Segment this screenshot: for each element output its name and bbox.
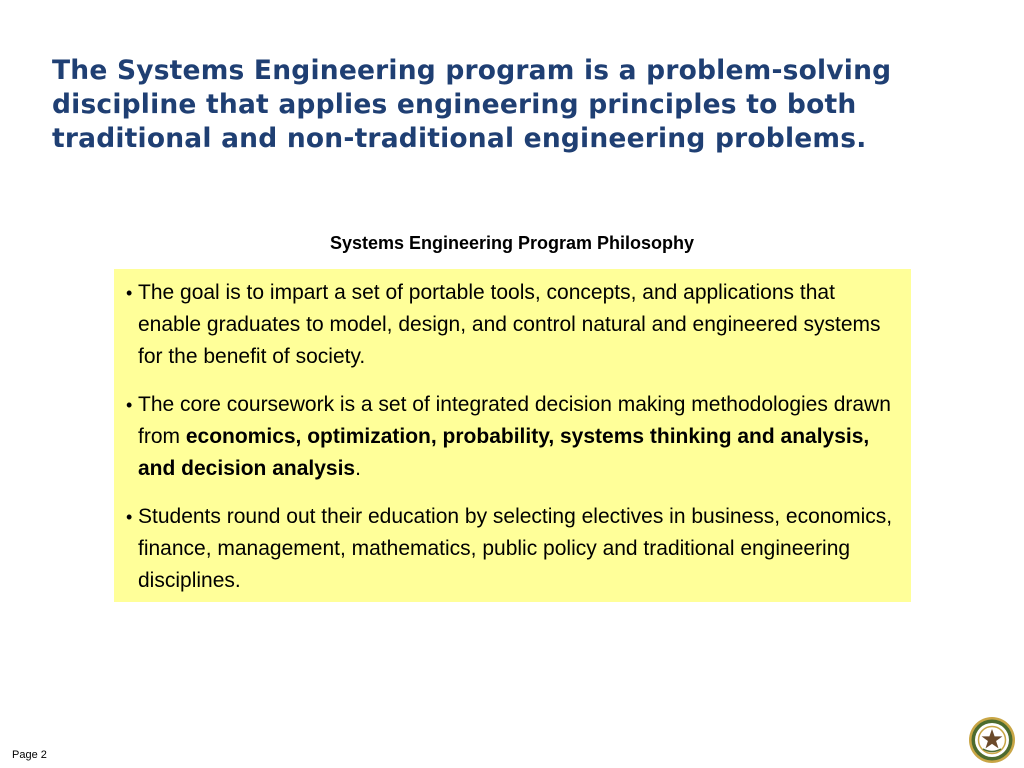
bullet-icon: • bbox=[126, 395, 133, 415]
philosophy-box bbox=[114, 269, 911, 602]
bullet-item-electives bbox=[126, 501, 903, 597]
bullet-text-bold: economics, optimization, probability, systems thinking and analysis, and decision analysis bbox=[138, 425, 870, 480]
bullet-icon: • bbox=[126, 507, 133, 527]
slide-title: The Systems Engineering program is a problem-solving discipline that applies engineering principles to both traditional and non-traditional engineering problems. bbox=[52, 55, 892, 154]
bullet-item-core-coursework bbox=[126, 389, 903, 485]
section-subtitle: Systems Engineering Program Philosophy bbox=[329, 233, 695, 253]
institutional-seal-icon bbox=[968, 716, 1016, 764]
bullet-item-goal bbox=[126, 277, 903, 373]
bullet-text: The goal is to impart a set of portable tools, concepts, and applications that enable graduates to model, design, and control natural and engineered systems for the benefit of society. bbox=[138, 281, 881, 368]
bullet-text-end: . bbox=[355, 457, 361, 480]
page-number: Page 2 bbox=[12, 749, 47, 761]
bullet-text: The core coursework is a set of integrated decision making methodologies drawn from bbox=[138, 393, 891, 448]
bullet-icon: • bbox=[126, 283, 133, 303]
bullet-text: Students round out their education by selecting electives in business, economics, finance, management, mathematics, public policy and traditional engineering disciplines. bbox=[138, 505, 893, 592]
